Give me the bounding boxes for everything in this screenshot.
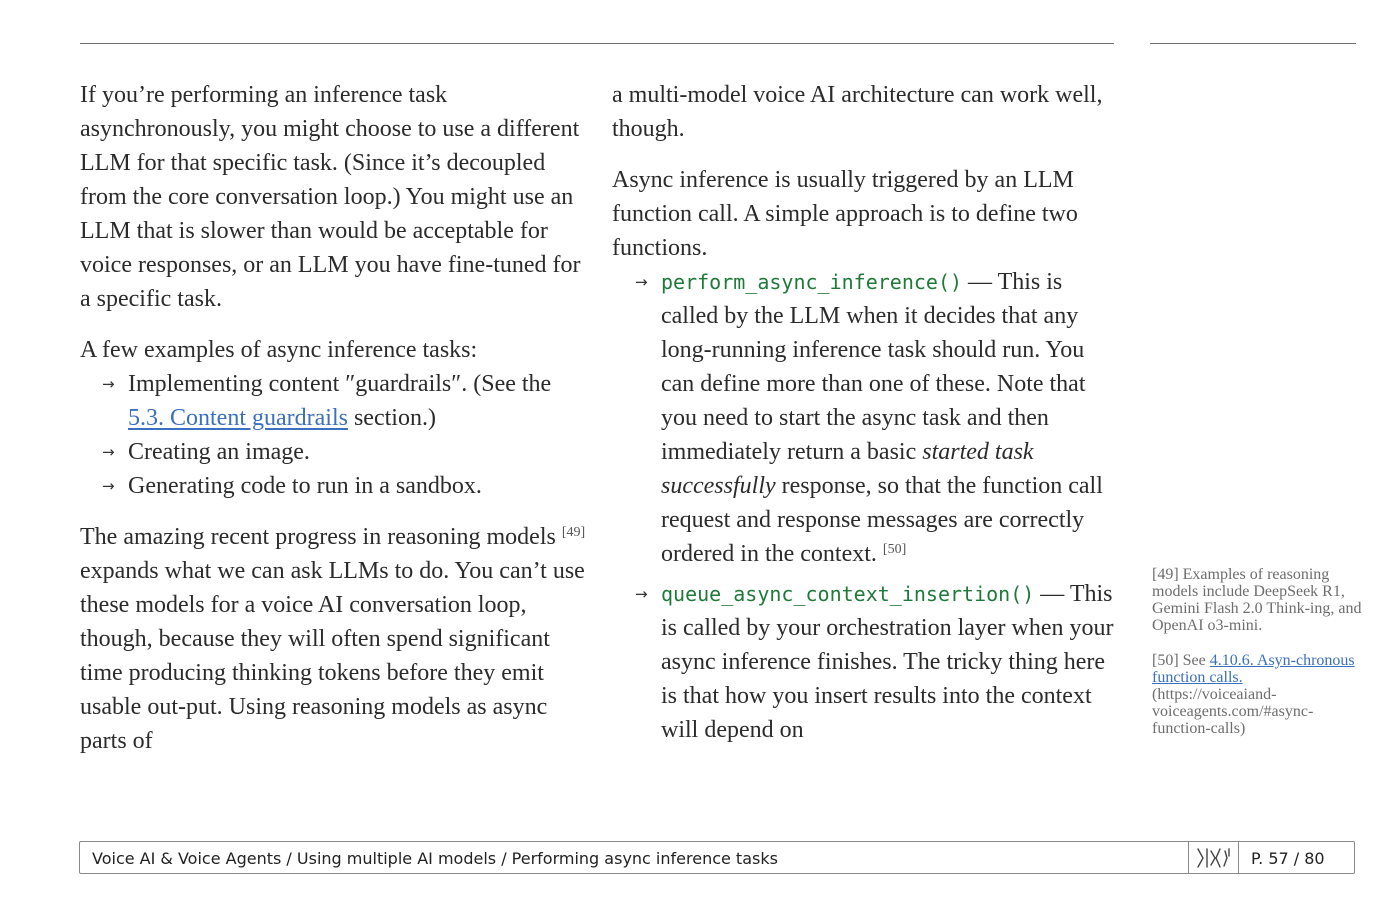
arrow-right-icon: →	[102, 443, 115, 461]
arrow-right-icon: →	[102, 477, 115, 495]
paragraph: a multi-model voice AI architecture can work well, though.	[612, 82, 1103, 142]
paragraph: If you’re performing an inference task asynchronously, you might choose to use a different LLM for that specific task. (Since it’s decoupled from the core conversation loop.) You might use an LLM that is slower than would be acceptable for voice responses, or an LLM you have fine-tuned for a specific task.	[80, 82, 581, 312]
left-column	[80, 78, 590, 775]
list-item: → queue_async_context_insertion() — This is called by your orchestration layer when your async inference finishes. The tricky thing here is that how you insert results into the context will depend on	[612, 577, 1117, 747]
breadcrumb[interactable]: Voice AI & Voice Agents / Using multiple AI models / Performing async inference tasks	[92, 849, 778, 868]
paragraph: Async inference is usually triggered by an LLM function call. A simple approach is to define two functions.	[612, 167, 1078, 261]
footer-bar	[79, 841, 1355, 874]
sidenote-50: [50] See 4.10.6. Asyn-chronous function calls. (https://voiceaiand-voiceagents.com/#async-function-calls)	[1152, 652, 1355, 737]
list-item: → Generating code to run in a sandbox.	[80, 469, 590, 503]
functions-list	[612, 265, 1117, 747]
async-function-calls-link[interactable]: 4.10.6. Asyn-chronous function calls.	[1152, 652, 1355, 686]
list-item: → perform_async_inference() — This is called by the LLM when it decides that any long-running inference task should run. You can define more than one of these. Note that you need to start the async task and then immediately return a basic started task successfully response, so that the function call request and response messages are correctly ordered in the context. [50]	[612, 265, 1117, 571]
page-number: P. 57 / 80	[1251, 849, 1325, 868]
content-guardrails-link[interactable]: 5.3. Content guardrails	[128, 405, 348, 431]
divider	[1188, 842, 1189, 873]
top-rule	[80, 43, 1114, 44]
sidebar-top-rule	[1150, 43, 1356, 44]
footnote-ref-49[interactable]: [49]	[561, 525, 586, 540]
footnote-ref-50[interactable]: [50]	[882, 542, 907, 557]
list-intro: A few examples of async inference tasks:	[80, 337, 478, 363]
right-column	[612, 78, 1117, 764]
examples-list	[80, 367, 590, 503]
sidenote-49: [49] Examples of reasoning models include DeepSeek R1, Gemini Flash 2.0 Think-ing, and OpenAI o3-mini.	[1152, 566, 1362, 634]
list-item: → Implementing content ″guardrails″. (See the 5.3. Content guardrails section.)	[80, 367, 590, 435]
paragraph: The amazing recent progress in reasoning models [49] expands what we can ask LLMs to do. You can’t use these models for a voice AI conversation loop, though, because they will often spend significant time producing thinking tokens before they emit usable out-put. Using reasoning models as async parts of	[80, 524, 586, 754]
list-item: → Creating an image.	[80, 435, 590, 469]
brand-wave-logo-icon	[1194, 846, 1232, 870]
divider	[1238, 842, 1239, 873]
arrow-right-icon: →	[102, 375, 115, 393]
function-name: queue_async_context_insertion()	[661, 582, 1035, 606]
arrow-right-icon: →	[635, 585, 648, 603]
arrow-right-icon: →	[635, 273, 648, 291]
function-name: perform_async_inference()	[661, 270, 963, 294]
